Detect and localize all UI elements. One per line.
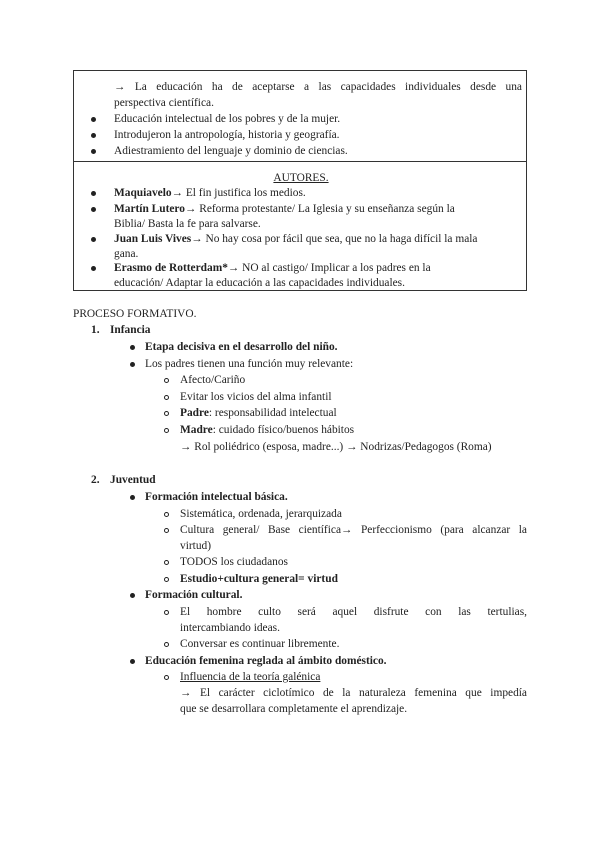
- bullet-icon: [91, 237, 96, 242]
- list-item: Educación intelectual de los pobres y de la mujer.: [114, 113, 341, 125]
- arrow-text-line: → La educación ha de aceptarse a las capacidades individuales desde una: [114, 81, 522, 93]
- list-item: Los padres tienen una función muy relevante:: [145, 358, 354, 370]
- bullet-icon: [130, 593, 135, 598]
- sub-list-item: Cultura general/ Base científica→ Perfeccionismo (para alcanzar la: [180, 524, 527, 536]
- circle-bullet-icon: [164, 560, 169, 565]
- author-text-continuation: educación/ Adaptar la educación a las capacidades individuales.: [114, 277, 405, 289]
- author-text: → NO al castigo/ Implicar a los padres en la: [227, 262, 431, 274]
- sub-list-item: Conversar es continuar libremente.: [180, 638, 340, 650]
- list-item: Formación intelectual básica.: [145, 491, 288, 503]
- list-item: Formación cultural.: [145, 589, 243, 601]
- author-text: → No hay cosa por fácil que sea, que no la haga difícil la mala: [191, 233, 478, 245]
- box-autores: [73, 161, 527, 291]
- sub-list-item: Sistemática, ordenada, jerarquizada: [180, 508, 342, 520]
- circle-bullet-icon: [164, 675, 169, 680]
- autores-heading: AUTORES.: [273, 172, 329, 184]
- author-item: [114, 231, 477, 247]
- arrow-note-continuation: que se desarrollara completamente el aprendizaje.: [180, 703, 408, 715]
- section-title: PROCESO FORMATIVO.: [73, 308, 197, 320]
- bullet-icon: [91, 149, 96, 154]
- sub-list-item: Afecto/Cariño: [180, 374, 246, 386]
- author-item: [114, 185, 306, 201]
- sub-list-item-continuation: intercambiando ideas.: [180, 622, 280, 634]
- author-text-continuation: gana.: [114, 248, 139, 260]
- arrow-note: → El carácter ciclotímico de la naturaleza femenina que impedía: [180, 687, 527, 699]
- bullet-icon: [91, 191, 96, 196]
- list-item: Introdujeron la antropología, historia y geografía.: [114, 129, 340, 141]
- box-ilustracion-continuation: [73, 70, 527, 162]
- list-item: Adiestramiento del lenguaje y dominio de ciencias.: [114, 145, 348, 157]
- author-text: → Reforma protestante/ La Iglesia y su enseñanza según la: [184, 203, 455, 215]
- arrow-text-line: perspectiva científica.: [114, 97, 214, 109]
- arrow-note: → Rol poliédrico (esposa, madre...) → Nodrizas/Pedagogos (Roma): [180, 441, 492, 453]
- author-name: Martín Lutero: [114, 203, 185, 215]
- circle-bullet-icon: [164, 428, 169, 433]
- circle-bullet-icon: [164, 577, 169, 582]
- sub-list-item: Madre: cuidado físico/buenos hábitos: [180, 424, 355, 436]
- sub-list-item: TODOS los ciudadanos: [180, 556, 288, 568]
- author-text: → El fin justifica los medios.: [171, 187, 306, 199]
- author-item: [114, 260, 431, 276]
- sub-list-item: Evitar los vicios del alma infantil: [180, 391, 332, 403]
- author-name: Maquiavelo: [114, 187, 172, 199]
- circle-bullet-icon: [164, 411, 169, 416]
- bullet-icon: [91, 266, 96, 271]
- list-item: Educación femenina reglada al ámbito doméstico.: [145, 655, 387, 667]
- bullet-icon: [91, 207, 96, 212]
- author-name: Juan Luis Vives: [114, 233, 192, 245]
- sub-list-item: Padre: responsabilidad intelectual: [180, 407, 337, 419]
- bullet-icon: [130, 345, 135, 350]
- circle-bullet-icon: [164, 378, 169, 383]
- bullet-icon: [91, 117, 96, 122]
- circle-bullet-icon: [164, 528, 169, 533]
- author-text-continuation: Biblia/ Basta la fe para salvarse.: [114, 218, 261, 230]
- subsection-title: Juventud: [110, 474, 156, 486]
- circle-bullet-icon: [164, 512, 169, 517]
- circle-bullet-icon: [164, 395, 169, 400]
- section-number: 1.: [91, 324, 100, 336]
- author-item: [114, 201, 455, 217]
- section-number: 2.: [91, 474, 100, 486]
- bullet-icon: [91, 133, 96, 138]
- sub-list-item: Influencia de la teoría galénica: [180, 671, 321, 683]
- circle-bullet-icon: [164, 642, 169, 647]
- bullet-icon: [130, 659, 135, 664]
- subsection-title: Infancia: [110, 324, 151, 336]
- author-name: Erasmo de Rotterdam*: [114, 262, 228, 274]
- sub-list-item-continuation: virtud): [180, 540, 212, 552]
- list-item: Etapa decisiva en el desarrollo del niño.: [145, 341, 338, 353]
- bullet-icon: [130, 495, 135, 500]
- bullet-icon: [130, 362, 135, 367]
- circle-bullet-icon: [164, 610, 169, 615]
- sub-list-item: Estudio+cultura general= virtud: [180, 573, 338, 585]
- sub-list-item: El hombre culto será aquel disfrute con las tertulias,: [180, 606, 527, 618]
